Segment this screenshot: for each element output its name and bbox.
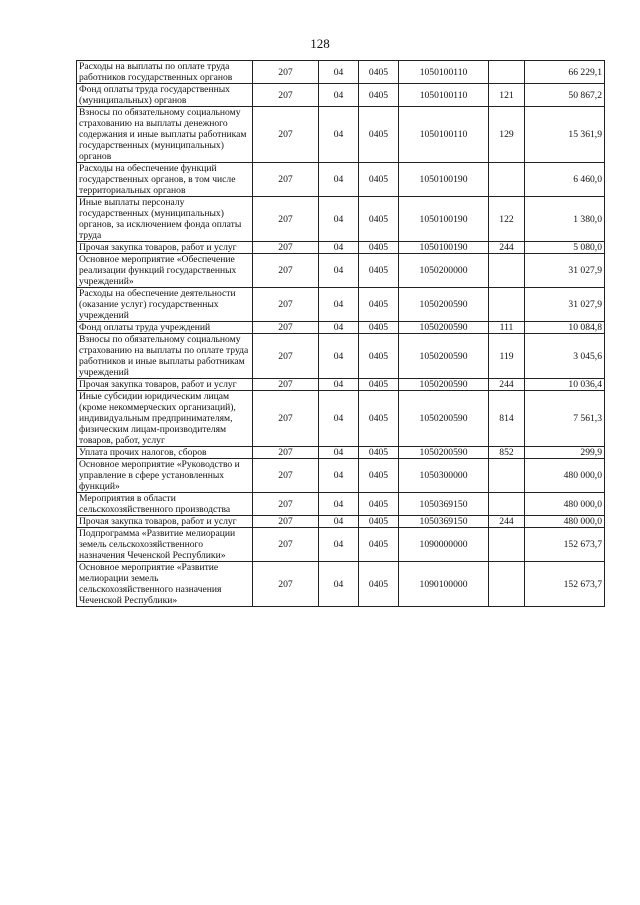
expense-name-cell: Прочая закупка товаров, работ и услуг: [77, 242, 253, 254]
amount-cell: 152 673,7: [525, 562, 605, 607]
ministry-code-cell: 207: [253, 197, 319, 242]
expense-type-cell: 244: [489, 516, 525, 528]
expense-type-cell: [489, 61, 525, 84]
ministry-code-cell: 207: [253, 322, 319, 334]
amount-cell: 31 027,9: [525, 288, 605, 322]
table-row: [77, 334, 605, 379]
expense-type-cell: [489, 254, 525, 288]
expense-type-cell: 129: [489, 107, 525, 163]
amount-cell: 5 080,0: [525, 242, 605, 254]
expense-type-cell: [489, 528, 525, 562]
target-article-cell: 1050369150: [399, 493, 489, 516]
section-code-cell: 04: [319, 322, 359, 334]
expense-type-cell: [489, 562, 525, 607]
subsection-code-cell: 0405: [359, 322, 399, 334]
expense-name-cell: Мероприятия в области сельскохозяйственного производства: [77, 493, 253, 516]
target-article-cell: 1050200590: [399, 334, 489, 379]
target-article-cell: 1090000000: [399, 528, 489, 562]
target-article-cell: 1050200590: [399, 391, 489, 447]
subsection-code-cell: 0405: [359, 288, 399, 322]
table-row: [77, 288, 605, 322]
section-code-cell: 04: [319, 61, 359, 84]
expense-name-cell: Уплата прочих налогов, сборов: [77, 447, 253, 459]
expense-name-cell: Иные выплаты персоналу государственных (муниципальных) органов, за исключением фонда оплаты труда: [77, 197, 253, 242]
table-row: [77, 459, 605, 493]
expense-type-cell: 244: [489, 242, 525, 254]
expense-type-cell: 111: [489, 322, 525, 334]
subsection-code-cell: 0405: [359, 163, 399, 197]
ministry-code-cell: 207: [253, 493, 319, 516]
table-row: [77, 391, 605, 447]
expense-type-cell: [489, 493, 525, 516]
expense-name-cell: Основное мероприятие «Развитие мелиорации земель сельскохозяйственного назначения Чеченской Республики»: [77, 562, 253, 607]
subsection-code-cell: 0405: [359, 334, 399, 379]
ministry-code-cell: 207: [253, 288, 319, 322]
expense-name-cell: Иные субсидии юридическим лицам (кроме некоммерческих организаций), индивидуальным предпринимателям, физическим лицам-производителям товаров, работ, услуг: [77, 391, 253, 447]
ministry-code-cell: 207: [253, 84, 319, 107]
budget-table: [76, 60, 605, 607]
subsection-code-cell: 0405: [359, 391, 399, 447]
amount-cell: 3 045,6: [525, 334, 605, 379]
section-code-cell: 04: [319, 242, 359, 254]
section-code-cell: 04: [319, 107, 359, 163]
ministry-code-cell: 207: [253, 562, 319, 607]
subsection-code-cell: 0405: [359, 84, 399, 107]
section-code-cell: 04: [319, 163, 359, 197]
section-code-cell: 04: [319, 334, 359, 379]
amount-cell: 31 027,9: [525, 254, 605, 288]
table-row: [77, 254, 605, 288]
expense-type-cell: 122: [489, 197, 525, 242]
expense-type-cell: [489, 459, 525, 493]
table-body: [77, 61, 605, 607]
expense-name-cell: Расходы на обеспечение деятельности (оказание услуг) государственных учреждений: [77, 288, 253, 322]
expense-name-cell: Взносы по обязательному социальному страхованию на выплаты денежного содержания и иные выплаты работникам государственных (муниципальных) органов: [77, 107, 253, 163]
table-row: [77, 528, 605, 562]
amount-cell: 6 460,0: [525, 163, 605, 197]
subsection-code-cell: 0405: [359, 528, 399, 562]
table-row: [77, 107, 605, 163]
target-article-cell: 1050200590: [399, 447, 489, 459]
table-row: [77, 322, 605, 334]
amount-cell: 299,9: [525, 447, 605, 459]
ministry-code-cell: 207: [253, 107, 319, 163]
table-row: [77, 242, 605, 254]
section-code-cell: 04: [319, 379, 359, 391]
expense-type-cell: [489, 163, 525, 197]
ministry-code-cell: 207: [253, 334, 319, 379]
expense-name-cell: Подпрограмма «Развитие мелиорации земель сельскохозяйственного назначения Чеченской Республики»: [77, 528, 253, 562]
section-code-cell: 04: [319, 459, 359, 493]
target-article-cell: 1050200590: [399, 322, 489, 334]
ministry-code-cell: 207: [253, 242, 319, 254]
subsection-code-cell: 0405: [359, 459, 399, 493]
section-code-cell: 04: [319, 493, 359, 516]
target-article-cell: 1050100110: [399, 107, 489, 163]
subsection-code-cell: 0405: [359, 61, 399, 84]
target-article-cell: 1090100000: [399, 562, 489, 607]
amount-cell: 10 036,4: [525, 379, 605, 391]
target-article-cell: 1050100190: [399, 197, 489, 242]
ministry-code-cell: 207: [253, 254, 319, 288]
expense-name-cell: Взносы по обязательному социальному страхованию на выплаты по оплате труда работников и иные выплаты работникам учреждений: [77, 334, 253, 379]
amount-cell: 10 084,8: [525, 322, 605, 334]
amount-cell: 480 000,0: [525, 516, 605, 528]
ministry-code-cell: 207: [253, 459, 319, 493]
expense-name-cell: Прочая закупка товаров, работ и услуг: [77, 516, 253, 528]
ministry-code-cell: 207: [253, 163, 319, 197]
subsection-code-cell: 0405: [359, 493, 399, 516]
amount-cell: 480 000,0: [525, 493, 605, 516]
page-number: 128: [310, 36, 330, 51]
target-article-cell: 1050200000: [399, 254, 489, 288]
subsection-code-cell: 0405: [359, 562, 399, 607]
amount-cell: 7 561,3: [525, 391, 605, 447]
expense-type-cell: [489, 288, 525, 322]
amount-cell: 1 380,0: [525, 197, 605, 242]
table-row: [77, 163, 605, 197]
expense-name-cell: Основное мероприятие «Обеспечение реализации функций государственных учреждений»: [77, 254, 253, 288]
table-row: [77, 447, 605, 459]
section-code-cell: 04: [319, 197, 359, 242]
expense-type-cell: 119: [489, 334, 525, 379]
amount-cell: 15 361,9: [525, 107, 605, 163]
table-row: [77, 197, 605, 242]
table-row: [77, 84, 605, 107]
expense-name-cell: Фонд оплаты труда учреждений: [77, 322, 253, 334]
target-article-cell: 1050300000: [399, 459, 489, 493]
target-article-cell: 1050200590: [399, 379, 489, 391]
subsection-code-cell: 0405: [359, 379, 399, 391]
table-row: [77, 61, 605, 84]
amount-cell: 152 673,7: [525, 528, 605, 562]
subsection-code-cell: 0405: [359, 516, 399, 528]
table-row: [77, 562, 605, 607]
target-article-cell: 1050100190: [399, 242, 489, 254]
expense-name-cell: Расходы на выплаты по оплате труда работников государственных органов: [77, 61, 253, 84]
expense-name-cell: Фонд оплаты труда государственных (муниципальных) органов: [77, 84, 253, 107]
subsection-code-cell: 0405: [359, 254, 399, 288]
target-article-cell: 1050100110: [399, 61, 489, 84]
subsection-code-cell: 0405: [359, 107, 399, 163]
ministry-code-cell: 207: [253, 447, 319, 459]
subsection-code-cell: 0405: [359, 447, 399, 459]
ministry-code-cell: 207: [253, 516, 319, 528]
expense-name-cell: Основное мероприятие «Руководство и управление в сфере установленных функций»: [77, 459, 253, 493]
subsection-code-cell: 0405: [359, 197, 399, 242]
target-article-cell: 1050369150: [399, 516, 489, 528]
section-code-cell: 04: [319, 516, 359, 528]
expense-type-cell: 852: [489, 447, 525, 459]
ministry-code-cell: 207: [253, 61, 319, 84]
expense-type-cell: 244: [489, 379, 525, 391]
section-code-cell: 04: [319, 447, 359, 459]
table-row: [77, 493, 605, 516]
table-row: [77, 379, 605, 391]
amount-cell: 66 229,1: [525, 61, 605, 84]
section-code-cell: 04: [319, 391, 359, 447]
amount-cell: 480 000,0: [525, 459, 605, 493]
ministry-code-cell: 207: [253, 391, 319, 447]
target-article-cell: 1050100190: [399, 163, 489, 197]
section-code-cell: 04: [319, 528, 359, 562]
expense-type-cell: 814: [489, 391, 525, 447]
section-code-cell: 04: [319, 288, 359, 322]
section-code-cell: 04: [319, 84, 359, 107]
amount-cell: 50 867,2: [525, 84, 605, 107]
ministry-code-cell: 207: [253, 379, 319, 391]
expense-name-cell: Расходы на обеспечение функций государственных органов, в том числе территориальных органов: [77, 163, 253, 197]
section-code-cell: 04: [319, 254, 359, 288]
ministry-code-cell: 207: [253, 528, 319, 562]
target-article-cell: 1050200590: [399, 288, 489, 322]
expense-name-cell: Прочая закупка товаров, работ и услуг: [77, 379, 253, 391]
section-code-cell: 04: [319, 562, 359, 607]
table-row: [77, 516, 605, 528]
subsection-code-cell: 0405: [359, 242, 399, 254]
target-article-cell: 1050100110: [399, 84, 489, 107]
expense-type-cell: 121: [489, 84, 525, 107]
